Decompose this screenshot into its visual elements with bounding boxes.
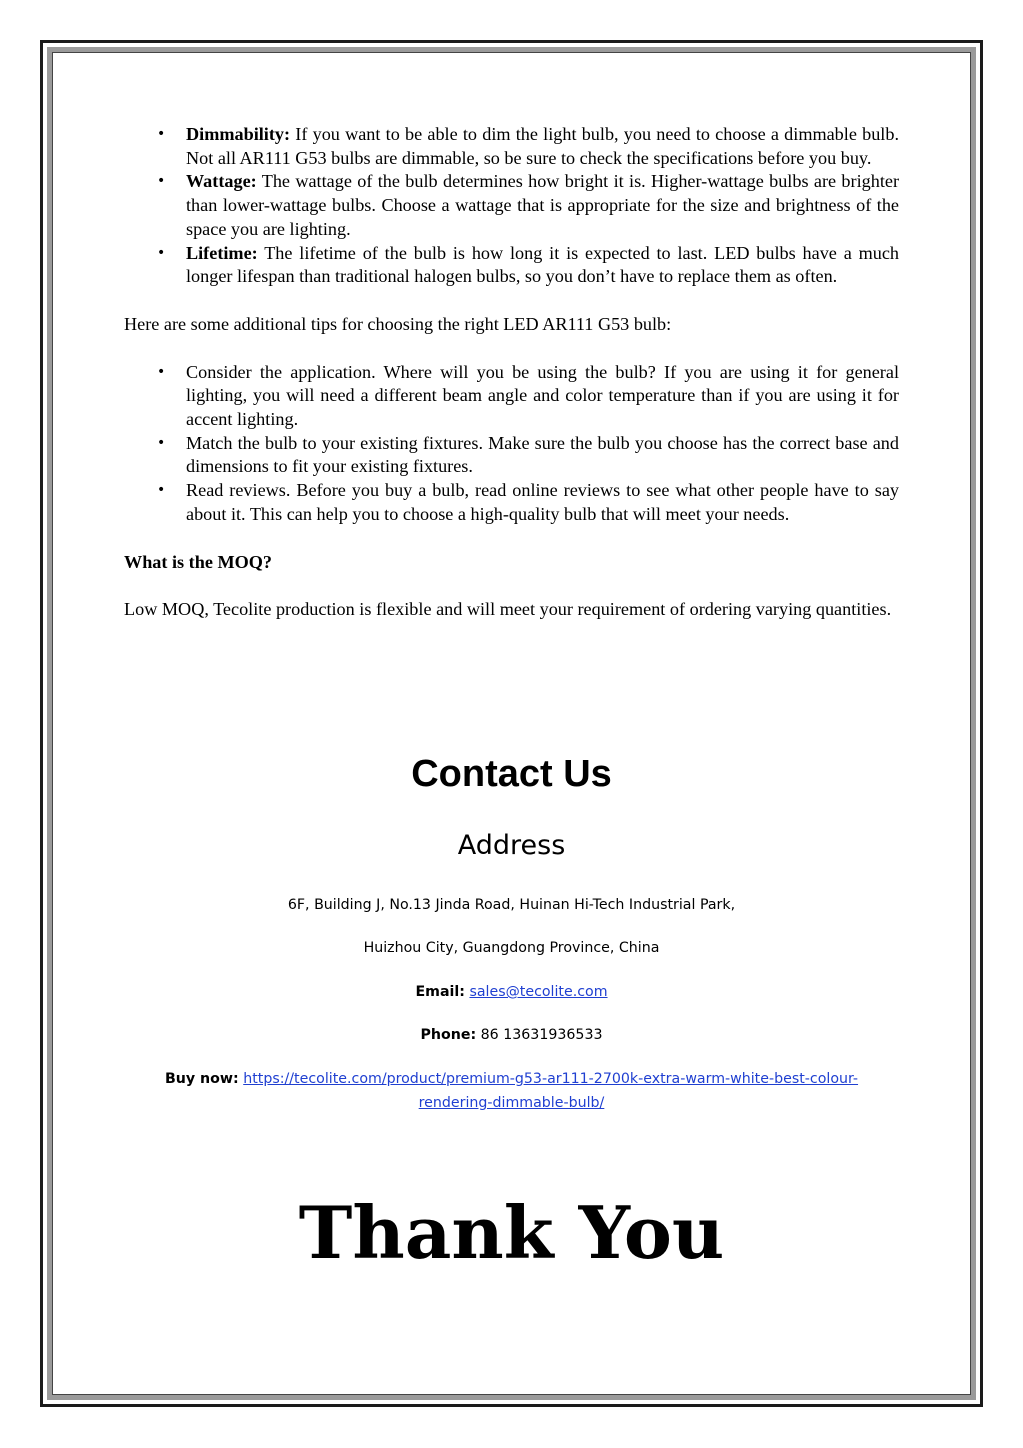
- document-body: [124, 123, 899, 622]
- moq-heading: [124, 551, 899, 575]
- phone-row: [60, 1023, 963, 1047]
- list-item-text: The lifetime of the bulb is how long it is expected to last. LED bulbs have a much longer lifespan than traditional halogen bulbs, so you don’t have to replace them as often.: [186, 242, 899, 287]
- list-item-text: The wattage of the bulb determines how bright it is. Higher-wattage bulbs are brighter than lower-wattage bulbs. Choose a wattage that is appropriate for the size and brightness of the space you are lighting.: [186, 171, 899, 239]
- list-item-dimmability: [124, 123, 899, 170]
- contact-title: Contact Us: [411, 753, 612, 795]
- list-item-text: If you want to be able to dim the light bulb, you need to choose a dimmable bulb. Not all AR111 G53 bulbs are dimmable, so be sure to check the specifications before you buy.: [186, 124, 899, 168]
- list-item-wattage: [124, 170, 899, 241]
- list-item-lifetime: [124, 242, 899, 289]
- list-item: • Match the bulb to your existing fixtures. Make sure the bulb you choose has the correct base and dimensions to fit your existing fixtures.: [124, 432, 899, 479]
- buy-link[interactable]: https://tecolite.com/product/premium-g53-ar111-2700k-extra-warm-white-best-colour-: [243, 1071, 859, 1087]
- address-line-1: 6F, Building J, No.13 Jinda Road, Huinan Hi-Tech Industrial Park,: [287, 897, 736, 913]
- email-row: [60, 980, 963, 1004]
- phone-value: 86 13631936533: [480, 1027, 603, 1043]
- feature-list: [124, 123, 899, 289]
- buy-label: Buy now:: [164, 1071, 239, 1087]
- list-item: • Consider the application. Where will you be using the bulb? If you are using it for general lighting, you will need a different beam angle and color temperature than if you are using it for accent lighting.: [124, 361, 899, 432]
- phone-label: Phone:: [420, 1027, 477, 1043]
- list-item-term: Lifetime:: [186, 242, 258, 263]
- thank-you-heading: Thank You: [298, 1190, 725, 1275]
- tips-list: [124, 361, 899, 527]
- list-item-term: Wattage:: [186, 171, 257, 192]
- buy-row: [60, 1067, 963, 1115]
- list-item-term: Dimmability:: [186, 124, 291, 144]
- email-link[interactable]: sales@tecolite.com: [469, 984, 608, 1000]
- email-label: Email:: [415, 984, 465, 1000]
- address-title: Address: [457, 830, 566, 861]
- tips-intro: Here are some additional tips for choosing the right LED AR111 G53 bulb:: [124, 313, 672, 334]
- list-item: • Read reviews. Before you buy a bulb, read online reviews to see what other people have to say about it. This can help you to choose a high-quality bulb that will meet your needs.: [124, 479, 899, 526]
- buy-link-continued[interactable]: rendering-dimmable-bulb/: [418, 1095, 605, 1111]
- moq-text: Low MOQ, Tecolite production is flexible and will meet your requirement of ordering varying quantities.: [124, 599, 892, 620]
- address-line-2: Huizhou City, Guangdong Province, China: [363, 940, 660, 956]
- moq-heading-text: What is the MOQ?: [124, 551, 273, 572]
